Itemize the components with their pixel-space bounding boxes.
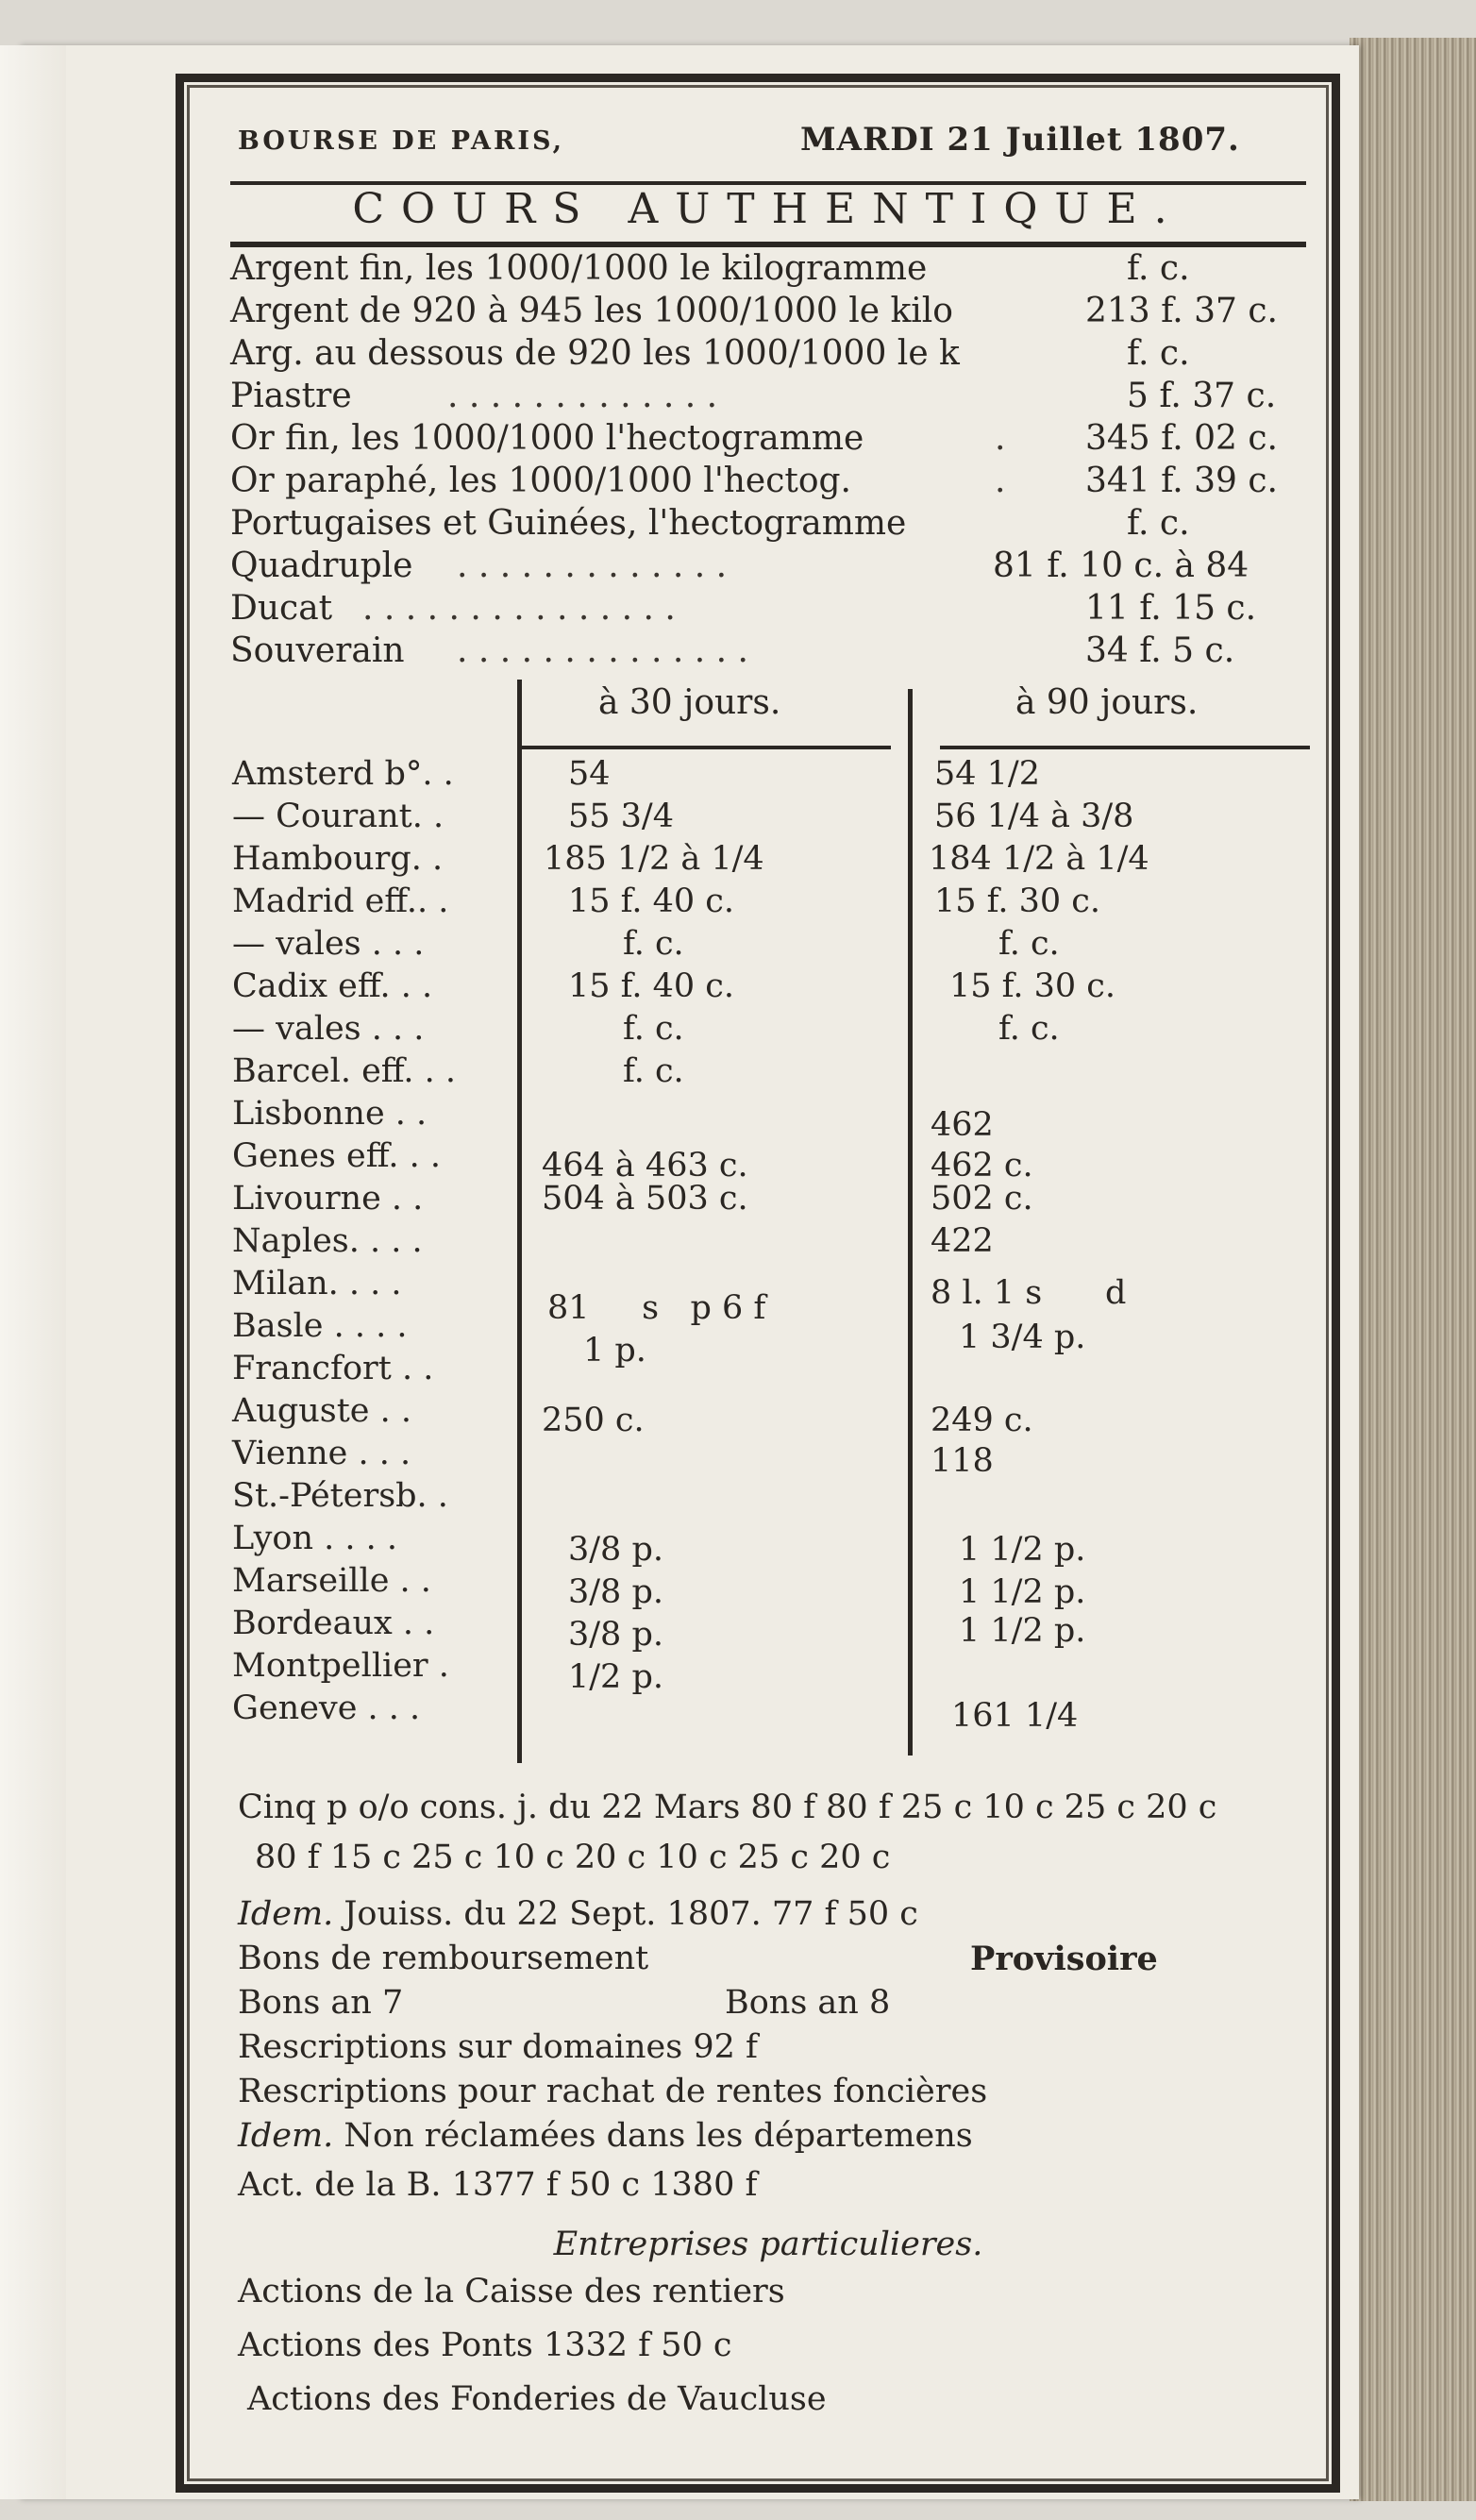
bons-an-7: Bons an 7 bbox=[238, 1984, 404, 2022]
rescriptions-domaines: Rescriptions sur domaines 92 f bbox=[238, 2028, 758, 2066]
rate-90-days: 462 c. bbox=[931, 1147, 1033, 1184]
place-name: Francfort . . bbox=[232, 1350, 434, 1387]
place-name: Barcel. eff. . . bbox=[232, 1052, 457, 1090]
place-name: Montpellier . bbox=[232, 1647, 449, 1685]
rate-90-days: 502 c. bbox=[931, 1180, 1033, 1218]
rate-30-days: f. c. bbox=[623, 1010, 684, 1048]
metal-label: Souverain bbox=[230, 631, 405, 670]
page-title: COURS AUTHENTIQUE. bbox=[352, 185, 1184, 233]
rate-90-days: 1 1/2 p. bbox=[959, 1612, 1086, 1650]
book-page-edges bbox=[1350, 38, 1476, 2501]
rate-90-days: 249 c. bbox=[931, 1402, 1033, 1439]
rate-90-days: 1 1/2 p. bbox=[959, 1573, 1086, 1611]
rate-90-days: f. c. bbox=[998, 1010, 1060, 1048]
place-name: Lisbonne . . bbox=[232, 1095, 428, 1133]
place-name: Madrid eff.. . bbox=[232, 882, 449, 920]
table-row bbox=[232, 1520, 1299, 1569]
rate-90-days: 8 l. 1 s d bbox=[931, 1274, 1127, 1312]
table-row bbox=[232, 1010, 1299, 1052]
table-row bbox=[232, 1180, 1299, 1222]
idem-label: Idem. bbox=[238, 2117, 334, 2155]
place-name: Naples. . . . bbox=[232, 1222, 423, 1260]
rate-30-days: 250 c. bbox=[542, 1402, 645, 1439]
place-name: Genes eff. . . bbox=[232, 1137, 441, 1175]
leader-dots: . . . . . . . . . . . . . bbox=[447, 377, 718, 415]
leader-dots: . . . . . . . . . . . . . . . bbox=[362, 589, 676, 628]
rate-30-days: 15 f. 40 c. bbox=[568, 882, 735, 920]
leader-dots: . bbox=[995, 419, 1006, 458]
place-name: — vales . . . bbox=[232, 1010, 425, 1048]
header-bourse: BOURSE DE PARIS, bbox=[238, 126, 564, 156]
table-row bbox=[232, 1477, 1299, 1520]
column-header-30-days: à 30 jours. bbox=[598, 683, 781, 722]
metal-value: f. c. bbox=[1127, 249, 1190, 288]
table-row bbox=[232, 1689, 1299, 1735]
metal-value: f. c. bbox=[1127, 504, 1190, 543]
place-name: Bordeaux . . bbox=[232, 1604, 435, 1642]
cinq-pour-cent-continued: 80 f 15 c 25 c 10 c 20 c 10 c 25 c 20 c bbox=[255, 1839, 891, 1876]
column-30-rule bbox=[521, 746, 891, 749]
rate-30-days: 54 bbox=[568, 755, 611, 793]
header-date: MARDI 21 Juillet 1807. bbox=[800, 121, 1240, 159]
place-name: Basle . . . . bbox=[232, 1307, 408, 1345]
metal-value: 5 f. 37 c. bbox=[1127, 377, 1277, 415]
table-row bbox=[232, 1647, 1299, 1696]
table-row bbox=[232, 1052, 1299, 1095]
metal-row bbox=[230, 334, 1278, 376]
rate-30-days: f. c. bbox=[623, 925, 684, 963]
actions-banque: Act. de la B. 1377 f 50 c 1380 f bbox=[238, 2166, 758, 2204]
rate-30-days: 504 à 503 c. bbox=[542, 1180, 748, 1218]
rate-30-days: 464 à 463 c. bbox=[542, 1147, 748, 1184]
metal-row bbox=[230, 546, 1278, 588]
metal-row bbox=[230, 462, 1278, 503]
rate-30-days: 3/8 p. bbox=[568, 1573, 663, 1611]
metal-label: Quadruple bbox=[230, 546, 413, 585]
metal-value: 34 f. 5 c. bbox=[1085, 631, 1235, 670]
idem-jouissance-line bbox=[238, 1895, 1304, 1939]
idem-label: Idem. bbox=[238, 1895, 334, 1933]
bons-remboursement: Bons de remboursement bbox=[238, 1940, 649, 1977]
metal-label: Ducat bbox=[230, 589, 333, 628]
table-row bbox=[232, 1562, 1299, 1611]
rate-30-days: 1/2 p. bbox=[568, 1658, 663, 1696]
place-name: Amsterd b°. . bbox=[232, 755, 454, 793]
leader-dots: . . . . . . . . . . . . . . bbox=[457, 631, 748, 670]
column-90-rule bbox=[940, 746, 1310, 749]
place-name: Cadix eff. . . bbox=[232, 967, 433, 1005]
metal-label: Arg. au dessous de 920 les 1000/1000 le k bbox=[230, 334, 960, 373]
table-row bbox=[232, 755, 1299, 798]
place-name: Vienne . . . bbox=[232, 1435, 411, 1472]
metal-row bbox=[230, 292, 1278, 333]
rescriptions-rachat: Rescriptions pour rachat de rentes foncières bbox=[238, 2073, 988, 2110]
table-row bbox=[232, 840, 1299, 882]
place-name: Milan. . . . bbox=[232, 1265, 402, 1302]
rate-90-days: 184 1/2 à 1/4 bbox=[929, 840, 1149, 878]
metal-row bbox=[230, 249, 1278, 291]
rate-90-days: 161 1/4 bbox=[951, 1697, 1079, 1735]
leader-dots: . . . . . . . . . . . . . bbox=[457, 546, 728, 585]
actions-ponts: Actions des Ponts 1332 f 50 c bbox=[238, 2327, 732, 2364]
table-row bbox=[232, 1604, 1299, 1654]
rate-30-days: 81 s p 6 f bbox=[547, 1289, 766, 1327]
actions-fonderies: Actions des Fonderies de Vaucluse bbox=[247, 2380, 827, 2418]
rate-90-days: 54 1/2 bbox=[934, 755, 1040, 793]
provisoire-label: Provisoire bbox=[970, 1940, 1158, 1978]
table-row bbox=[232, 798, 1299, 840]
metal-row bbox=[230, 504, 1278, 546]
table-row bbox=[232, 1435, 1299, 1480]
rate-90-days: 1 3/4 p. bbox=[959, 1319, 1086, 1356]
metal-label: Piastre bbox=[230, 377, 352, 415]
rate-90-days: 422 bbox=[931, 1222, 994, 1260]
metal-label: Argent fin, les 1000/1000 le kilogramme bbox=[230, 249, 928, 288]
place-name: Geneve . . . bbox=[232, 1689, 421, 1727]
cinq-pour-cent-line: Cinq p o/o cons. j. du 22 Mars 80 f 80 f 25 c 10 c 25 c 20 c bbox=[238, 1789, 1217, 1826]
entreprises-heading: Entreprises particulieres. bbox=[553, 2226, 983, 2263]
idem-text: Non réclamées dans les départemens bbox=[344, 2117, 973, 2155]
rate-30-days: 3/8 p. bbox=[568, 1616, 663, 1654]
metal-value: f. c. bbox=[1127, 334, 1190, 373]
metal-row bbox=[230, 377, 1278, 418]
metal-value: 345 f. 02 c. bbox=[1085, 419, 1278, 458]
rate-30-days: 185 1/2 à 1/4 bbox=[544, 840, 764, 878]
metal-row bbox=[230, 631, 1278, 673]
rate-90-days: 15 f. 30 c. bbox=[949, 967, 1116, 1005]
place-name: Lyon . . . . bbox=[232, 1520, 398, 1557]
table-row bbox=[232, 925, 1299, 967]
place-name: Hambourg. . bbox=[232, 840, 444, 878]
metal-label: Portugaises et Guinées, l'hectogramme bbox=[230, 504, 907, 543]
idem-text: Jouiss. du 22 Sept. 1807. 77 f 50 c bbox=[344, 1895, 918, 1933]
rate-90-days: 56 1/4 à 3/8 bbox=[934, 798, 1134, 835]
column-header-90-days: à 90 jours. bbox=[1015, 683, 1199, 722]
rate-90-days: 15 f. 30 c. bbox=[934, 882, 1101, 920]
table-row bbox=[232, 1392, 1299, 1439]
metal-row bbox=[230, 589, 1278, 630]
metal-value: 341 f. 39 c. bbox=[1085, 462, 1278, 500]
place-name: — vales . . . bbox=[232, 925, 425, 963]
rate-90-days: 462 bbox=[931, 1106, 994, 1144]
metal-value: 81 f. 10 c. à 84 bbox=[993, 546, 1250, 585]
metal-label: Or paraphé, les 1000/1000 l'hectog. bbox=[230, 462, 852, 500]
idem-non-reclamees-line bbox=[238, 2117, 1304, 2160]
table-row bbox=[232, 882, 1299, 925]
metal-label: Or fin, les 1000/1000 l'hectogramme bbox=[230, 419, 864, 458]
binding-gutter bbox=[0, 45, 66, 2499]
metal-value: 11 f. 15 c. bbox=[1085, 589, 1257, 628]
rate-30-days: f. c. bbox=[623, 1052, 684, 1090]
table-row bbox=[232, 1137, 1299, 1184]
actions-caisse-rentiers: Actions de la Caisse des rentiers bbox=[238, 2273, 785, 2310]
table-row bbox=[232, 1350, 1299, 1392]
rate-90-days: 118 bbox=[931, 1442, 994, 1480]
place-name: Marseille . . bbox=[232, 1562, 431, 1600]
place-name: Auguste . . bbox=[232, 1392, 412, 1430]
bons-remboursement-line bbox=[238, 1940, 1304, 1983]
rate-90-days: 1 1/2 p. bbox=[959, 1531, 1086, 1569]
rate-30-days: 1 p. bbox=[583, 1332, 646, 1369]
rate-30-days: 55 3/4 bbox=[568, 798, 674, 835]
table-row bbox=[232, 1095, 1299, 1144]
bons-an-line bbox=[238, 1984, 1304, 2027]
bons-an-8: Bons an 8 bbox=[725, 1984, 891, 2022]
rate-90-days: f. c. bbox=[998, 925, 1060, 963]
table-row bbox=[232, 967, 1299, 1010]
rate-30-days: 3/8 p. bbox=[568, 1531, 663, 1569]
place-name: — Courant. . bbox=[232, 798, 444, 835]
title-rule bbox=[230, 242, 1306, 247]
rate-30-days: 15 f. 40 c. bbox=[568, 967, 735, 1005]
place-name: St.-Pétersb. . bbox=[232, 1477, 448, 1515]
metal-value: 213 f. 37 c. bbox=[1085, 292, 1278, 330]
metal-label: Argent de 920 à 945 les 1000/1000 le kilo bbox=[230, 292, 953, 330]
table-row bbox=[232, 1222, 1299, 1265]
place-name: Livourne . . bbox=[232, 1180, 424, 1218]
leader-dots: . bbox=[995, 462, 1006, 500]
metal-row bbox=[230, 419, 1278, 461]
